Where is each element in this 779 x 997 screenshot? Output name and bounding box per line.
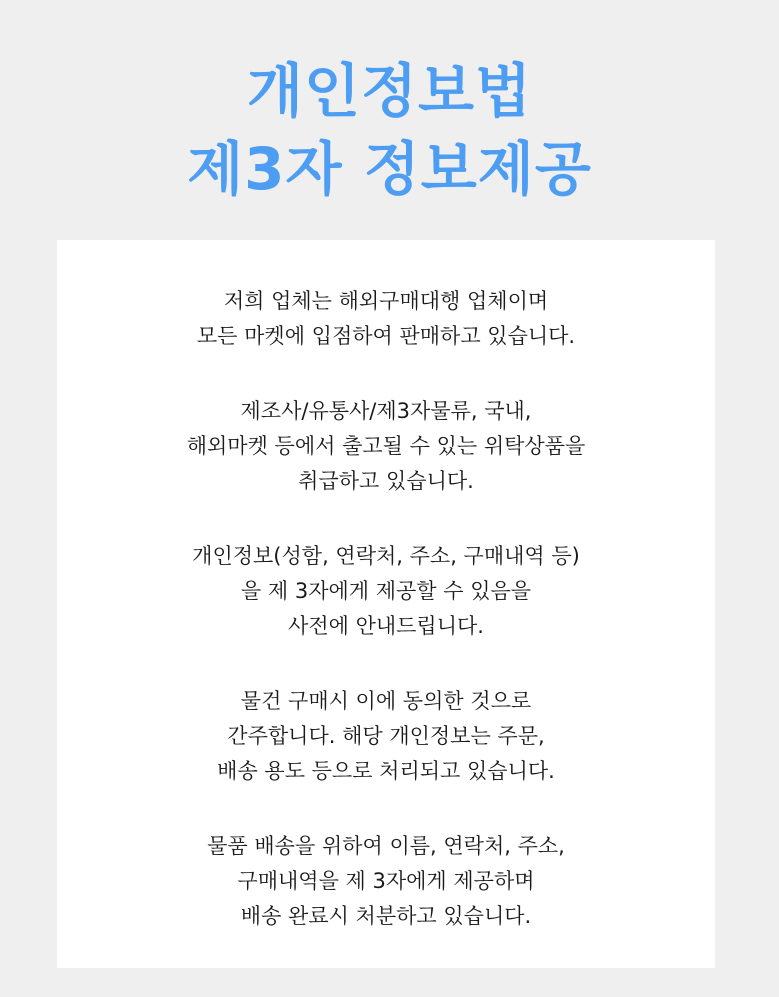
text-line: 취급하고 있습니다. bbox=[298, 469, 474, 493]
page-title bbox=[0, 52, 779, 208]
paragraph-consignment-info bbox=[57, 394, 715, 499]
text-line: 제조사/유통사/제3자물류, 국내, bbox=[240, 399, 532, 423]
title-line-2: 제3자 정보제공 bbox=[187, 135, 592, 203]
paragraph-business-info bbox=[57, 284, 715, 354]
text-line: 모든 마켓에 입점하여 판매하고 있습니다. bbox=[196, 324, 576, 348]
text-line: 저희 업체는 해외구매대행 업체이며 bbox=[223, 289, 549, 313]
text-line: 물건 구매시 이에 동의한 것으로 bbox=[240, 689, 532, 713]
paragraph-delivery-notice bbox=[57, 829, 715, 934]
text-line: 해외마켓 등에서 출고될 수 있는 위탁상품을 bbox=[186, 434, 586, 458]
paragraph-third-party-notice bbox=[57, 539, 715, 644]
title-line-1: 개인정보법 bbox=[246, 57, 533, 125]
text-line: 배송 완료시 처분하고 있습니다. bbox=[240, 904, 532, 928]
text-line: 물품 배송을 위하여 이름, 연락처, 주소, bbox=[207, 834, 565, 858]
text-line: 사전에 안내드립니다. bbox=[288, 614, 484, 638]
text-line: 배송 용도 등으로 처리되고 있습니다. bbox=[217, 759, 555, 783]
notice-card bbox=[57, 240, 715, 968]
text-line: 간주합니다. 해당 개인정보는 주문, bbox=[227, 724, 545, 748]
paragraph-consent-notice bbox=[57, 684, 715, 789]
text-line: 을 제 3자에게 제공할 수 있음을 bbox=[240, 579, 532, 603]
text-line: 개인정보(성함, 연락처, 주소, 구매내역 등) bbox=[192, 544, 580, 568]
text-line: 구매내역을 제 3자에게 제공하며 bbox=[237, 869, 535, 893]
